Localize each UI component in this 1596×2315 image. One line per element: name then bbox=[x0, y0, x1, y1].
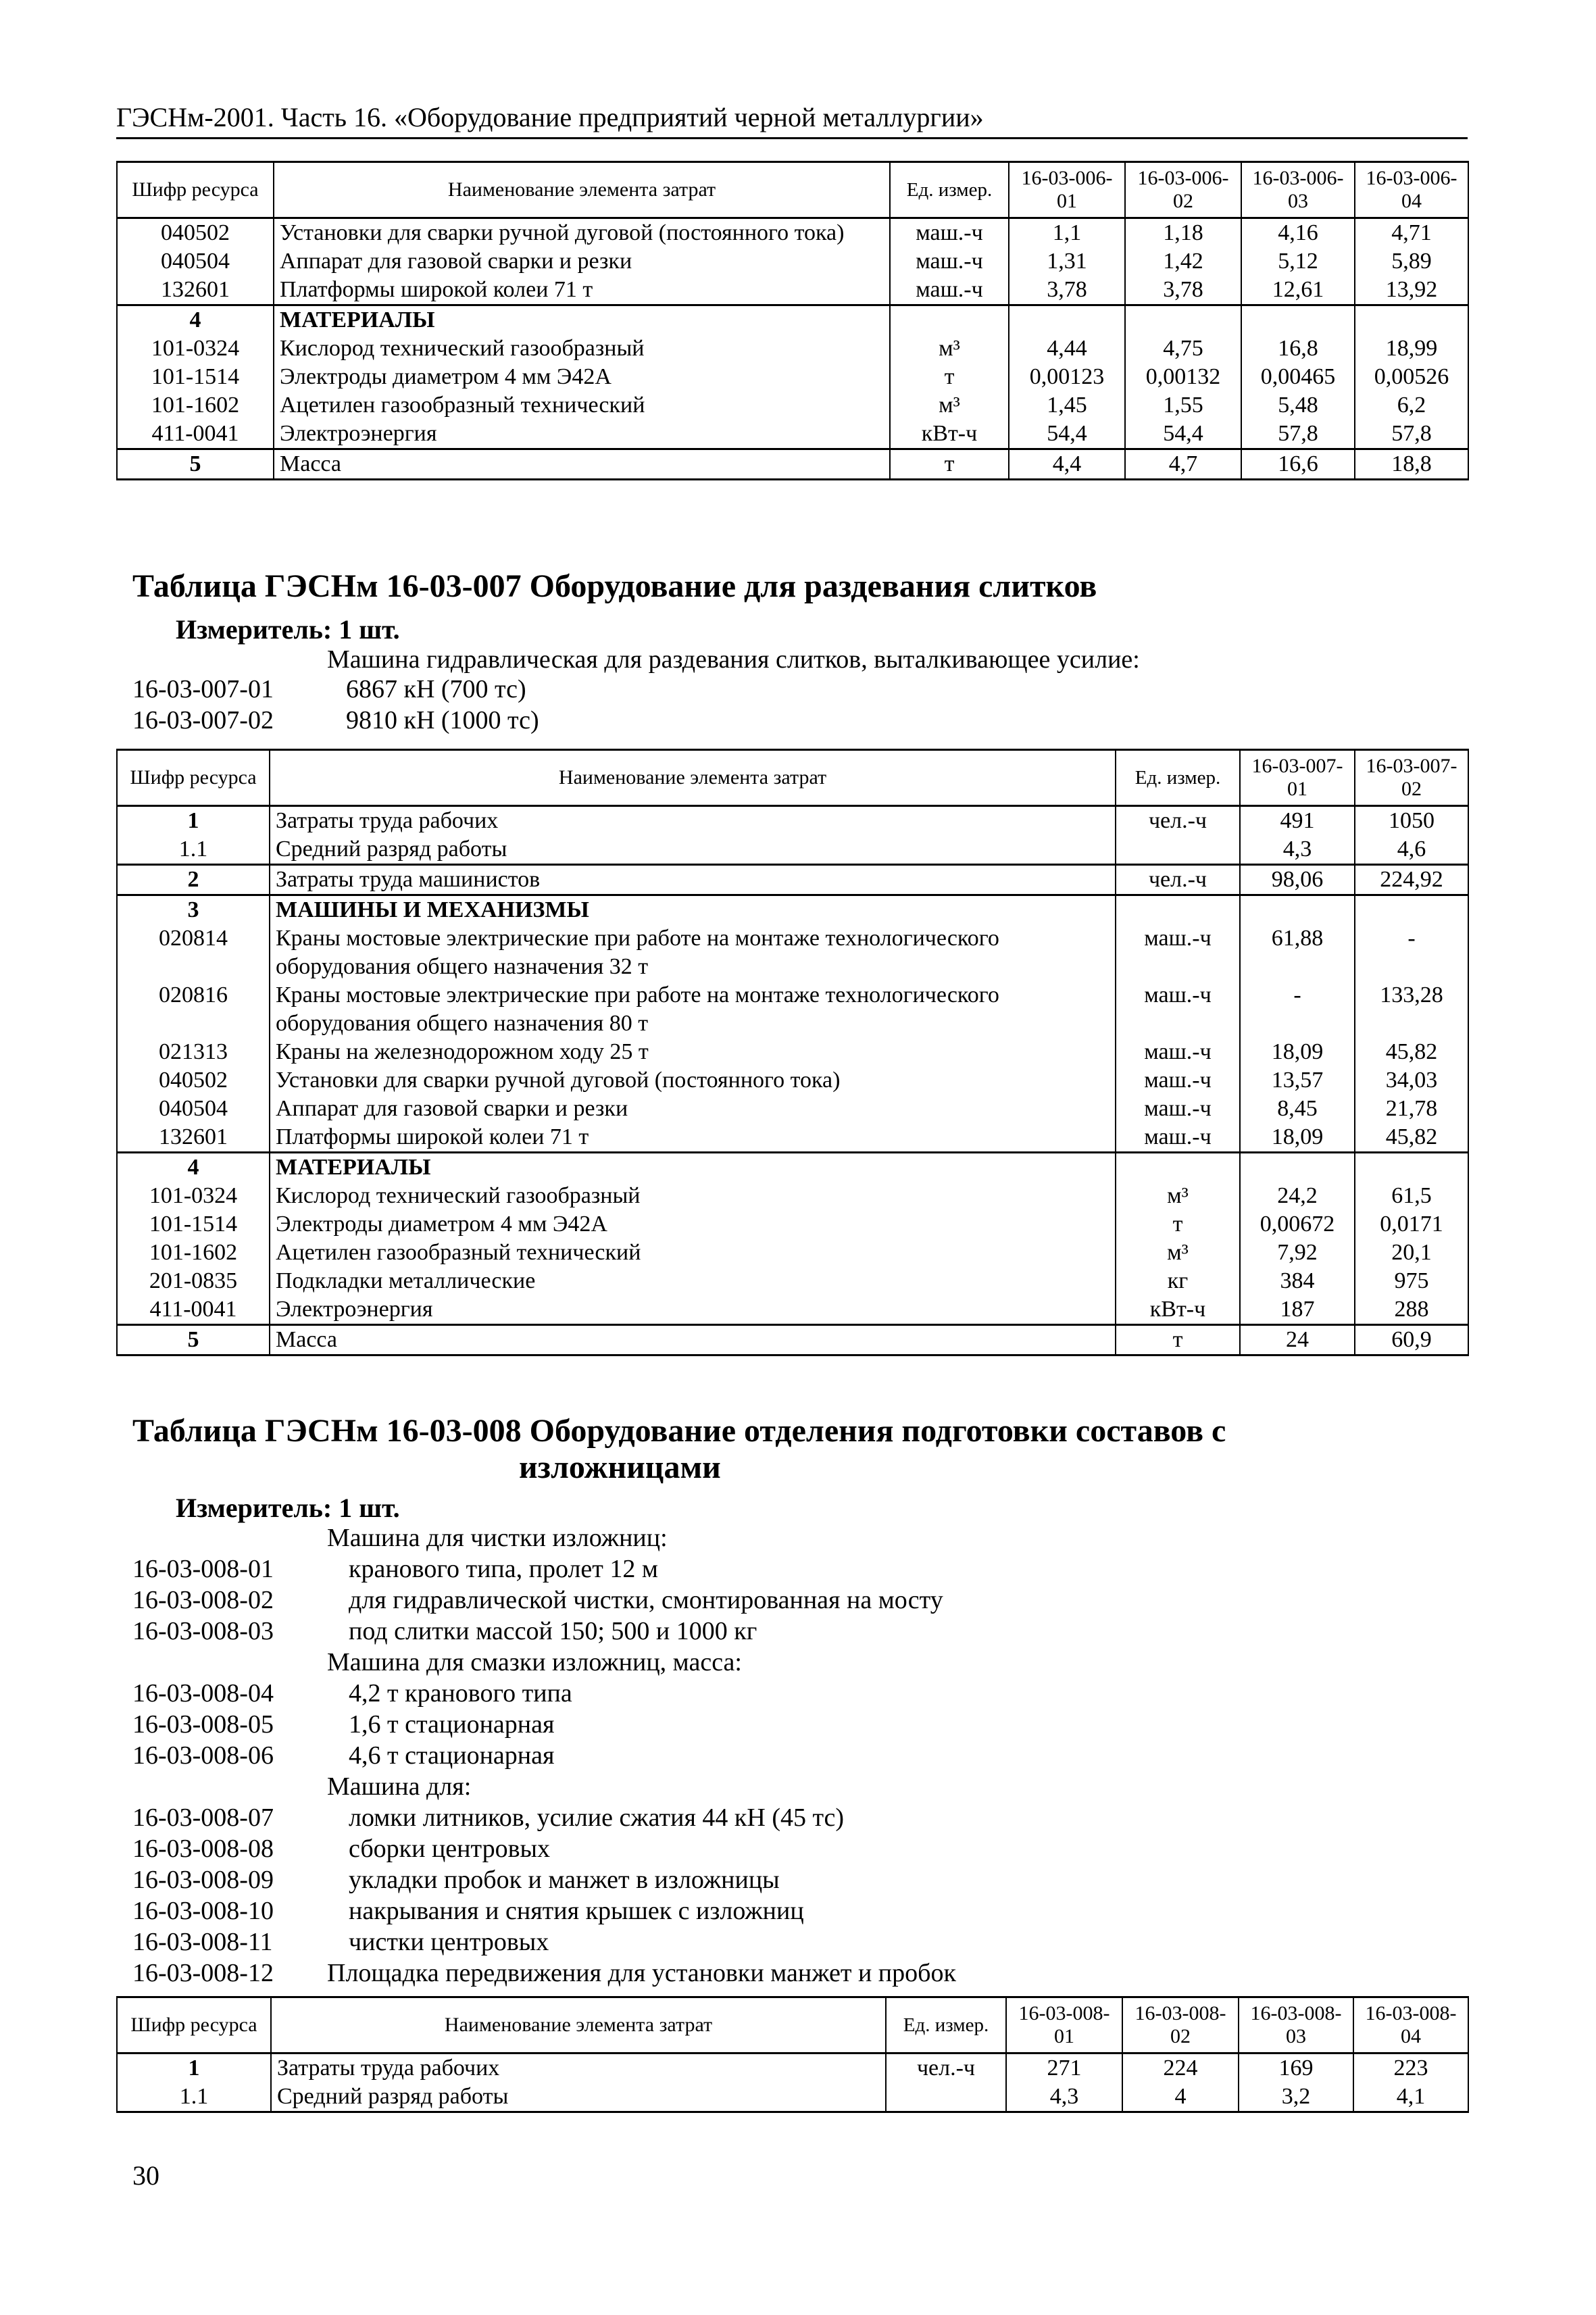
cell-name: Платформы широкой колеи 71 т bbox=[274, 276, 890, 305]
item-text: 6867 кН (700 тс) bbox=[346, 675, 526, 703]
cell-code: 101-1514 bbox=[117, 1210, 270, 1239]
table-section-row bbox=[117, 895, 1468, 925]
cell-unit: чел.-ч bbox=[886, 2053, 1006, 2083]
cell-value: 0,00123 bbox=[1009, 363, 1125, 391]
cell-value: 12,61 bbox=[1241, 276, 1355, 305]
col-header: Шифр ресурса bbox=[117, 162, 274, 218]
cell-unit: маш.-ч bbox=[890, 218, 1009, 248]
cell-name: Краны мостовые электрические при работе на монтаже технологического оборудования общего назначения 32 т bbox=[270, 924, 1116, 981]
cell-value: 0,00132 bbox=[1125, 363, 1241, 391]
description-line: Машина гидравлическая для раздевания слитков, выталкивающее усилие: bbox=[327, 645, 1140, 674]
cell-name: Затраты труда рабочих bbox=[270, 806, 1116, 836]
cell-name: Средний разряд работы bbox=[271, 2083, 886, 2112]
cell-value: 384 bbox=[1240, 1267, 1355, 1295]
cell-value: 5,12 bbox=[1241, 247, 1355, 276]
item-code: 16-03-008-08 bbox=[132, 1835, 274, 1863]
cell-code: 411-0041 bbox=[117, 1295, 270, 1325]
cell-value: 60,9 bbox=[1355, 1325, 1468, 1355]
item-code: 16-03-008-05 bbox=[132, 1710, 274, 1739]
cell-value: 3,78 bbox=[1009, 276, 1125, 305]
cell-value: 34,03 bbox=[1355, 1066, 1468, 1095]
description-line: Машина для: bbox=[327, 1772, 472, 1801]
section-title-16-03-008: Таблица ГЭСНм 16-03-008 Оборудование отделения подготовки составов с bbox=[132, 1413, 1226, 1449]
cell-code: 4 bbox=[117, 1153, 270, 1183]
cell-unit bbox=[1116, 895, 1240, 925]
cell-value: 4,16 bbox=[1241, 218, 1355, 248]
table-row bbox=[117, 2083, 1468, 2112]
item-text: под слитки массой 150; 500 и 1000 кг bbox=[349, 1617, 757, 1645]
cell-value: 4,71 bbox=[1355, 218, 1468, 248]
col-header: Шифр ресурса bbox=[117, 1997, 271, 2053]
cell-value: 5,89 bbox=[1355, 247, 1468, 276]
item-text: сборки центровых bbox=[349, 1835, 551, 1863]
item-code: 16-03-008-02 bbox=[132, 1586, 274, 1614]
cell-value: 4,3 bbox=[1240, 835, 1355, 865]
running-header: ГЭСНм-2001. Часть 16. «Оборудование предприятий черной металлургии» bbox=[116, 101, 1468, 139]
cell-code: 5 bbox=[117, 1325, 270, 1355]
item-text: укладки пробок и манжет в изложницы bbox=[349, 1866, 780, 1894]
col-header: 16-03-008-01 bbox=[1006, 1997, 1122, 2053]
col-header: 16-03-006-02 bbox=[1125, 162, 1241, 218]
col-header: Ед. измер. bbox=[886, 1997, 1006, 2053]
cell-code: 411-0041 bbox=[117, 420, 274, 449]
col-header: 16-03-008-04 bbox=[1353, 1997, 1468, 2053]
cell-unit: маш.-ч bbox=[1116, 924, 1240, 981]
cell-code: 101-0324 bbox=[117, 334, 274, 363]
col-header: Ед. измер. bbox=[1116, 750, 1240, 806]
cell-value: 7,92 bbox=[1240, 1239, 1355, 1267]
cell-unit: м³ bbox=[1116, 1239, 1240, 1267]
table-row bbox=[117, 1210, 1468, 1239]
cell-value: 4,44 bbox=[1009, 334, 1125, 363]
col-header: 16-03-006-01 bbox=[1009, 162, 1125, 218]
cell-code: 040502 bbox=[117, 1066, 270, 1095]
cell-unit: маш.-ч bbox=[1116, 1095, 1240, 1123]
cell-value: 16,8 bbox=[1241, 334, 1355, 363]
cell-value: 169 bbox=[1239, 2053, 1353, 2083]
cell-name: Краны на железнодорожном ходу 25 т bbox=[270, 1038, 1116, 1066]
item-code: 16-03-008-01 bbox=[132, 1555, 274, 1583]
cell-code: 132601 bbox=[117, 1123, 270, 1153]
measure-label: Измеритель: 1 шт. bbox=[176, 1493, 400, 1523]
item-code: 16-03-007-02 bbox=[132, 706, 274, 735]
item-code: 16-03-008-03 bbox=[132, 1617, 274, 1645]
item-text: ломки литников, усилие сжатия 44 кН (45 тс) bbox=[349, 1803, 845, 1832]
cell-unit bbox=[1116, 1153, 1240, 1183]
cell-unit: маш.-ч bbox=[1116, 1066, 1240, 1095]
cell-value: 54,4 bbox=[1125, 420, 1241, 449]
col-header: Наименование элемента затрат bbox=[270, 750, 1116, 806]
cell-code: 1.1 bbox=[117, 2083, 271, 2112]
cell-value bbox=[1240, 895, 1355, 925]
item-text: кранового типа, пролет 12 м bbox=[349, 1555, 658, 1583]
table-row bbox=[117, 865, 1468, 895]
cell-value: 975 bbox=[1355, 1267, 1468, 1295]
cell-value: 8,45 bbox=[1240, 1095, 1355, 1123]
table-row bbox=[117, 1267, 1468, 1295]
item-text: 4,6 т стационарная bbox=[349, 1741, 555, 1770]
cell-value: 18,99 bbox=[1355, 334, 1468, 363]
cell-value: 3,78 bbox=[1125, 276, 1241, 305]
item-text: чистки центровых bbox=[349, 1928, 549, 1956]
table-row bbox=[117, 276, 1468, 305]
cell-name: Средний разряд работы bbox=[270, 835, 1116, 865]
cell-unit: м³ bbox=[890, 391, 1009, 420]
cell-value: 4,7 bbox=[1125, 449, 1241, 480]
cell-value: - bbox=[1240, 981, 1355, 1038]
cell-value: 1,42 bbox=[1125, 247, 1241, 276]
measure-label: Измеритель: 1 шт. bbox=[176, 614, 400, 645]
cell-value bbox=[1355, 305, 1468, 335]
cell-unit: м³ bbox=[1116, 1182, 1240, 1210]
table-row bbox=[117, 1123, 1468, 1153]
cell-value: 21,78 bbox=[1355, 1095, 1468, 1123]
col-header: Шифр ресурса bbox=[117, 750, 270, 806]
item-code: 16-03-008-04 bbox=[132, 1679, 274, 1708]
cell-value: 0,00526 bbox=[1355, 363, 1468, 391]
item-code: 16-03-008-10 bbox=[132, 1897, 274, 1925]
table-header-row bbox=[117, 1997, 1468, 2053]
cell-name: Электроэнергия bbox=[270, 1295, 1116, 1325]
table-row bbox=[117, 334, 1468, 363]
cell-value: 3,2 bbox=[1239, 2083, 1353, 2112]
cell-value: 4,6 bbox=[1355, 835, 1468, 865]
cell-value: - bbox=[1355, 924, 1468, 981]
cell-value: 288 bbox=[1355, 1295, 1468, 1325]
cell-value: 224,92 bbox=[1355, 865, 1468, 895]
cell-unit bbox=[890, 305, 1009, 335]
table-row bbox=[117, 1295, 1468, 1325]
table-row bbox=[117, 981, 1468, 1038]
table-row bbox=[117, 1038, 1468, 1066]
cell-name: Кислород технический газообразный bbox=[274, 334, 890, 363]
item-code: 16-03-008-12 bbox=[132, 1959, 274, 1987]
description-line: Машина для смазки изложниц, масса: bbox=[327, 1648, 742, 1676]
item-text: 4,2 т кранового типа bbox=[349, 1679, 572, 1708]
cell-code: 101-1514 bbox=[117, 363, 274, 391]
cell-code: 2 bbox=[117, 865, 270, 895]
col-header: 16-03-006-03 bbox=[1241, 162, 1355, 218]
cell-unit: т bbox=[890, 449, 1009, 480]
cell-unit: чел.-ч bbox=[1116, 865, 1240, 895]
section-title-16-03-008-cont: изложницами bbox=[519, 1449, 721, 1485]
section-title: МАТЕРИАЛЫ bbox=[274, 305, 890, 335]
cell-name: Установки для сварки ручной дуговой (постоянного тока) bbox=[270, 1066, 1116, 1095]
table-16-03-007 bbox=[116, 749, 1469, 1356]
cell-unit: м³ bbox=[890, 334, 1009, 363]
item-text: 9810 кН (1000 тс) bbox=[346, 706, 539, 735]
cell-name: Электроды диаметром 4 мм Э42А bbox=[274, 363, 890, 391]
table-row bbox=[117, 1182, 1468, 1210]
cell-value: 61,5 bbox=[1355, 1182, 1468, 1210]
cell-unit: маш.-ч bbox=[890, 276, 1009, 305]
cell-code: 040504 bbox=[117, 247, 274, 276]
cell-name: Электроэнергия bbox=[274, 420, 890, 449]
cell-value bbox=[1355, 1153, 1468, 1183]
cell-value: 1,31 bbox=[1009, 247, 1125, 276]
col-header: Наименование элемента затрат bbox=[271, 1997, 886, 2053]
cell-name: Подкладки металлические bbox=[270, 1267, 1116, 1295]
cell-unit: т bbox=[890, 363, 1009, 391]
cell-value: 1,45 bbox=[1009, 391, 1125, 420]
cell-code: 101-1602 bbox=[117, 1239, 270, 1267]
cell-value bbox=[1241, 305, 1355, 335]
section-title: МАШИНЫ И МЕХАНИЗМЫ bbox=[270, 895, 1116, 925]
cell-name: Установки для сварки ручной дуговой (постоянного тока) bbox=[274, 218, 890, 248]
table-row bbox=[117, 363, 1468, 391]
table-row bbox=[117, 218, 1468, 248]
cell-unit bbox=[1116, 835, 1240, 865]
cell-value: 133,28 bbox=[1355, 981, 1468, 1038]
cell-code: 5 bbox=[117, 449, 274, 480]
cell-name: Масса bbox=[270, 1325, 1116, 1355]
cell-code: 101-0324 bbox=[117, 1182, 270, 1210]
cell-name: Затраты труда машинистов bbox=[270, 865, 1116, 895]
item-code: 16-03-008-09 bbox=[132, 1866, 274, 1894]
col-header: 16-03-007-02 bbox=[1355, 750, 1468, 806]
cell-name: Краны мостовые электрические при работе на монтаже технологического оборудования общего назначения 80 т bbox=[270, 981, 1116, 1038]
cell-name: Электроды диаметром 4 мм Э42А bbox=[270, 1210, 1116, 1239]
item-code: 16-03-008-11 bbox=[132, 1928, 273, 1956]
cell-unit: кВт-ч bbox=[1116, 1295, 1240, 1325]
col-header: Ед. измер. bbox=[890, 162, 1009, 218]
cell-value: 4,1 bbox=[1353, 2083, 1468, 2112]
cell-value: 98,06 bbox=[1240, 865, 1355, 895]
cell-unit: т bbox=[1116, 1325, 1240, 1355]
cell-value: 20,1 bbox=[1355, 1239, 1468, 1267]
item-code: 16-03-008-06 bbox=[132, 1741, 274, 1770]
cell-code: 020814 bbox=[117, 924, 270, 981]
cell-value: 45,82 bbox=[1355, 1123, 1468, 1153]
cell-value: 1,55 bbox=[1125, 391, 1241, 420]
page-number: 30 bbox=[132, 2160, 159, 2191]
section-title: МАТЕРИАЛЫ bbox=[270, 1153, 1116, 1183]
table-row bbox=[117, 247, 1468, 276]
cell-name: Ацетилен газообразный технический bbox=[274, 391, 890, 420]
cell-code: 040504 bbox=[117, 1095, 270, 1123]
cell-code: 4 bbox=[117, 305, 274, 335]
cell-value: 0,00672 bbox=[1240, 1210, 1355, 1239]
cell-value: 61,88 bbox=[1240, 924, 1355, 981]
cell-value bbox=[1125, 305, 1241, 335]
cell-value: 223 bbox=[1353, 2053, 1468, 2083]
table-row bbox=[117, 835, 1468, 865]
cell-code: 1 bbox=[117, 806, 270, 836]
cell-value: 224 bbox=[1122, 2053, 1239, 2083]
cell-name: Платформы широкой колеи 71 т bbox=[270, 1123, 1116, 1153]
cell-value: 24,2 bbox=[1240, 1182, 1355, 1210]
cell-value: 4,3 bbox=[1006, 2083, 1122, 2112]
cell-value: 57,8 bbox=[1355, 420, 1468, 449]
cell-value: 13,92 bbox=[1355, 276, 1468, 305]
cell-value: 1,18 bbox=[1125, 218, 1241, 248]
cell-code: 201-0835 bbox=[117, 1267, 270, 1295]
cell-value bbox=[1009, 305, 1125, 335]
cell-unit: маш.-ч bbox=[890, 247, 1009, 276]
cell-value: 45,82 bbox=[1355, 1038, 1468, 1066]
cell-value: 491 bbox=[1240, 806, 1355, 836]
cell-code: 1.1 bbox=[117, 835, 270, 865]
cell-code: 021313 bbox=[117, 1038, 270, 1066]
cell-value: 271 bbox=[1006, 2053, 1122, 2083]
cell-name: Масса bbox=[274, 449, 890, 480]
cell-value: 0,00465 bbox=[1241, 363, 1355, 391]
table-row bbox=[117, 1066, 1468, 1095]
cell-value: 4,4 bbox=[1009, 449, 1125, 480]
table-header-row bbox=[117, 750, 1468, 806]
cell-unit: маш.-ч bbox=[1116, 1123, 1240, 1153]
item-code: 16-03-008-07 bbox=[132, 1803, 274, 1832]
cell-value: 16,6 bbox=[1241, 449, 1355, 480]
table-row bbox=[117, 924, 1468, 981]
item-text: накрывания и снятия крышек с изложниц bbox=[349, 1897, 804, 1925]
cell-value: 6,2 bbox=[1355, 391, 1468, 420]
table-header-row bbox=[117, 162, 1468, 218]
cell-value: 1,1 bbox=[1009, 218, 1125, 248]
table-16-03-008 bbox=[116, 1996, 1469, 2113]
cell-name: Аппарат для газовой сварки и резки bbox=[270, 1095, 1116, 1123]
cell-unit: маш.-ч bbox=[1116, 981, 1240, 1038]
section-title-16-03-007: Таблица ГЭСНм 16-03-007 Оборудование для раздевания слитков bbox=[132, 568, 1097, 604]
cell-code: 1 bbox=[117, 2053, 271, 2083]
cell-unit: чел.-ч bbox=[1116, 806, 1240, 836]
cell-value: 57,8 bbox=[1241, 420, 1355, 449]
cell-unit: кг bbox=[1116, 1267, 1240, 1295]
table-row bbox=[117, 806, 1468, 836]
description-line: Машина для чистки изложниц: bbox=[327, 1524, 668, 1552]
cell-value: 18,8 bbox=[1355, 449, 1468, 480]
cell-code: 3 bbox=[117, 895, 270, 925]
cell-value bbox=[1355, 895, 1468, 925]
cell-value: 187 bbox=[1240, 1295, 1355, 1325]
cell-value: 4 bbox=[1122, 2083, 1239, 2112]
cell-name: Кислород технический газообразный bbox=[270, 1182, 1116, 1210]
table-row bbox=[117, 1239, 1468, 1267]
cell-value: 18,09 bbox=[1240, 1123, 1355, 1153]
table-row bbox=[117, 1095, 1468, 1123]
table-row bbox=[117, 449, 1468, 480]
col-header: 16-03-006-04 bbox=[1355, 162, 1468, 218]
cell-unit: т bbox=[1116, 1210, 1240, 1239]
cell-unit: кВт-ч bbox=[890, 420, 1009, 449]
col-header: 16-03-008-02 bbox=[1122, 1997, 1239, 2053]
col-header: Наименование элемента затрат bbox=[274, 162, 890, 218]
cell-value: 18,09 bbox=[1240, 1038, 1355, 1066]
cell-code: 040502 bbox=[117, 218, 274, 248]
cell-name: Аппарат для газовой сварки и резки bbox=[274, 247, 890, 276]
cell-code: 132601 bbox=[117, 276, 274, 305]
cell-code: 101-1602 bbox=[117, 391, 274, 420]
item-text: для гидравлической чистки, смонтированная на мосту bbox=[349, 1586, 943, 1614]
cell-unit bbox=[886, 2083, 1006, 2112]
cell-code: 020816 bbox=[117, 981, 270, 1038]
table-row bbox=[117, 391, 1468, 420]
cell-value: 1050 bbox=[1355, 806, 1468, 836]
table-16-03-006 bbox=[116, 161, 1469, 480]
col-header: 16-03-007-01 bbox=[1240, 750, 1355, 806]
table-row bbox=[117, 1325, 1468, 1355]
table-row bbox=[117, 420, 1468, 449]
item-code: 16-03-007-01 bbox=[132, 675, 274, 703]
cell-value: 4,75 bbox=[1125, 334, 1241, 363]
cell-value: 24 bbox=[1240, 1325, 1355, 1355]
table-section-row bbox=[117, 1153, 1468, 1183]
item-text: 1,6 т стационарная bbox=[349, 1710, 555, 1739]
cell-unit: маш.-ч bbox=[1116, 1038, 1240, 1066]
col-header: 16-03-008-03 bbox=[1239, 1997, 1353, 2053]
table-section-row bbox=[117, 305, 1468, 335]
cell-name: Ацетилен газообразный технический bbox=[270, 1239, 1116, 1267]
table-row bbox=[117, 2053, 1468, 2083]
item-text: Площадка передвижения для установки манжет и пробок bbox=[327, 1959, 956, 1987]
cell-value: 54,4 bbox=[1009, 420, 1125, 449]
cell-value bbox=[1240, 1153, 1355, 1183]
cell-value: 5,48 bbox=[1241, 391, 1355, 420]
cell-name: Затраты труда рабочих bbox=[271, 2053, 886, 2083]
cell-value: 0,0171 bbox=[1355, 1210, 1468, 1239]
cell-value: 13,57 bbox=[1240, 1066, 1355, 1095]
